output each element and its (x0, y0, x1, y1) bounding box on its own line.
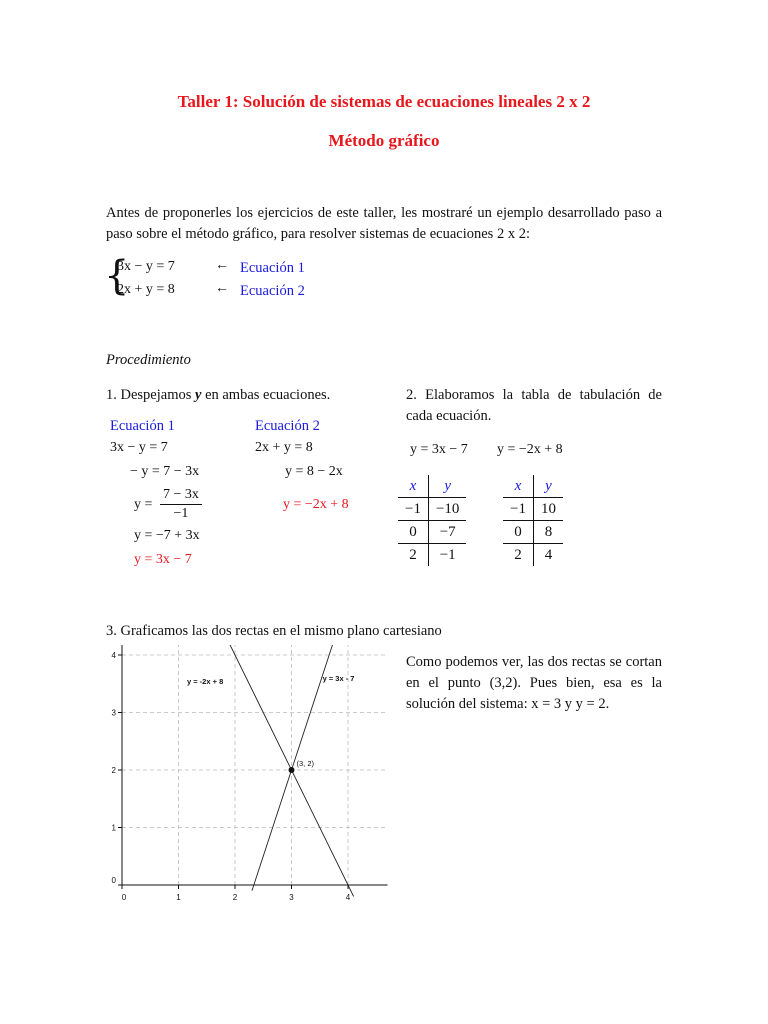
arrow-icon: ← (215, 258, 229, 273)
table-cell: 4 (544, 546, 553, 563)
table-cell: −1 (398, 498, 428, 521)
step2-eq-b: y = −2x + 8 (497, 442, 563, 457)
cartesian-chart (100, 645, 390, 910)
table-header: x (398, 475, 428, 498)
step1-eq2-result: y = −2x + 8 (283, 497, 349, 512)
step1-eq2-line1: 2x + y = 8 (255, 440, 313, 455)
step1-eq1-line3-lhs: y = (134, 497, 153, 512)
table-cell: 2 (398, 544, 428, 567)
step2-text: 2. Elaboramos la tabla de tabulación de cada ecuación. (406, 387, 662, 424)
y-tick-label: 0 (111, 876, 116, 885)
step3-text: 3. Graficamos las dos rectas en el mismo plano cartesiano (106, 623, 442, 639)
y-tick-label: 1 (111, 823, 116, 833)
system-eq1: 3x − y = 7 (117, 259, 175, 274)
fraction-numerator: 7 − 3x (160, 486, 202, 505)
table-cell: −10 (428, 498, 466, 521)
table-cell: 2 (503, 544, 533, 567)
fraction-denominator: −1 (173, 506, 189, 521)
step1-eq1-fraction (160, 486, 202, 523)
y-tick-label: 3 (111, 708, 116, 718)
procedure-heading: Procedimiento (106, 352, 191, 368)
page-subtitle: Método gráfico (328, 131, 440, 150)
arrow-icon: ← (215, 281, 229, 296)
table-cell: −7 (428, 521, 466, 544)
step1-col2-label: Ecuación 2 (255, 418, 320, 434)
table-header: y (428, 475, 466, 498)
step1-text: 1. Despejamos y en ambas ecuaciones. (106, 387, 331, 403)
table-cell: 10 (533, 498, 563, 521)
x-tick-label: 0 (121, 893, 127, 902)
table-cell: 0 (503, 521, 533, 544)
step2-eq-a: y = 3x − 7 (410, 442, 468, 457)
conclusion-paragraph: Como podemos ver, las dos rectas se cortan en el punto (3,2). Pues bien, esa es la solución del sistema: x = 3 y y = 2. (406, 654, 662, 712)
step1-eq1-result: y = 3x − 7 (134, 552, 192, 567)
table-eq-a (398, 475, 466, 566)
intersection-point (289, 767, 295, 773)
table-header: x (503, 475, 533, 498)
step1-eq2-line2: y = 8 − 2x (285, 464, 343, 479)
step1-col1-label: Ecuación 1 (110, 418, 175, 434)
system-eq2: 2x + y = 8 (117, 282, 175, 297)
x-tick-label: 4 (345, 893, 351, 902)
step1-eq1-line1: 3x − y = 7 (110, 440, 168, 455)
series-label: y = -2x + 8 (186, 676, 224, 686)
intro-paragraph: Antes de proponerles los ejercicios de este taller, les mostraré un ejemplo desarrollado paso a paso sobre el método gráfico, para resolver sistemas de ecuaciones 2 x 2: (106, 205, 662, 242)
y-tick-label: 4 (111, 651, 116, 660)
table-cell: 0 (398, 521, 428, 544)
table-header: y (533, 475, 563, 498)
series-label: y = 3x - 7 (322, 673, 355, 683)
intersection-label: (3, 2) (296, 759, 315, 768)
system-label-2: Ecuación 2 (240, 283, 305, 299)
table-cell: 8 (533, 521, 563, 544)
system-brace: { (104, 253, 130, 299)
step1-eq1-line2: − y = 7 − 3x (130, 464, 200, 479)
table-cell: −1 (439, 546, 456, 563)
y-tick-label: 2 (111, 766, 116, 775)
table-eq-b (503, 475, 563, 566)
table-cell: −1 (503, 498, 533, 521)
x-tick-label: 1 (176, 893, 181, 902)
x-tick-label: 2 (232, 893, 238, 902)
system-label-1: Ecuación 1 (240, 260, 305, 276)
x-tick-label: 3 (289, 893, 294, 902)
page-title: Taller 1: Solución de sistemas de ecuaciones lineales 2 x 2 (177, 92, 591, 111)
step1-eq1-line4: y = −7 + 3x (134, 528, 200, 543)
